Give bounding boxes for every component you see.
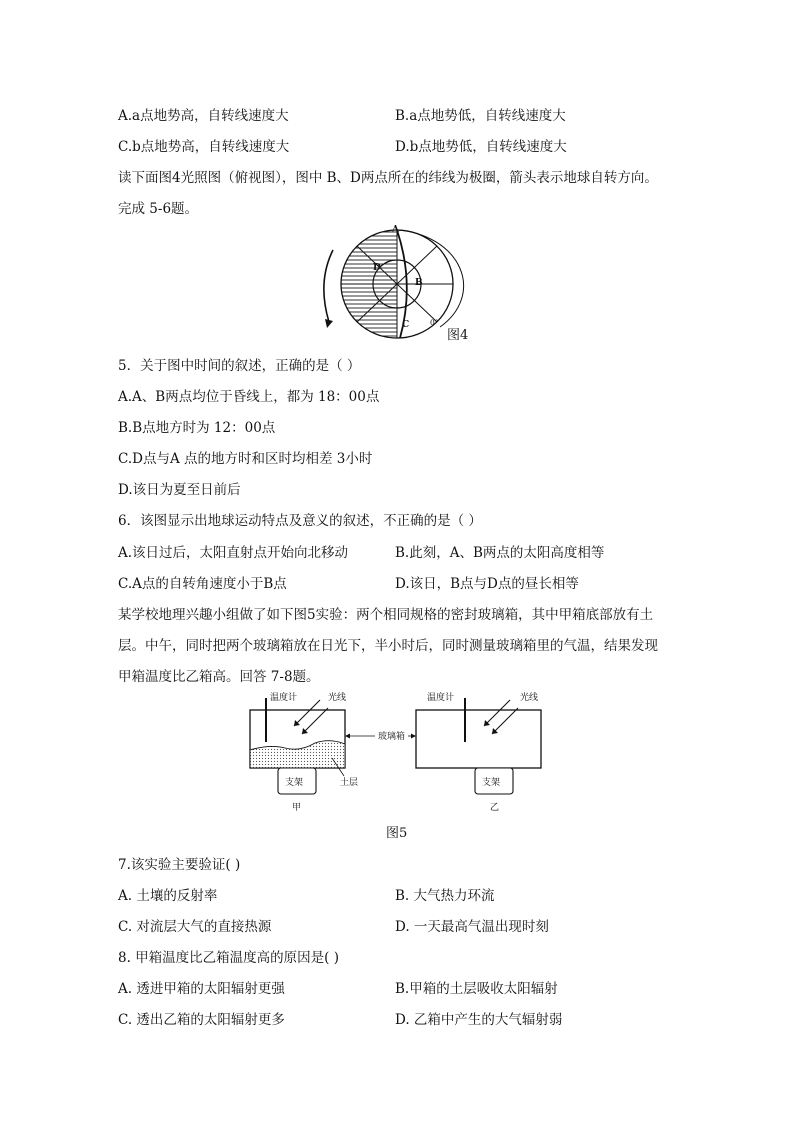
light-arrow-jia-2 <box>302 708 328 734</box>
q8-option-a: A. 透进甲箱的太阳辐射更强 <box>118 981 285 997</box>
q4-option-d: D.b点地势低，自转线速度大 <box>395 139 567 155</box>
q5-stem: 5．关于图中时间的叙述，正确的是（ ） <box>118 358 361 374</box>
stand-yi-label: 支架 <box>482 778 501 788</box>
q7-option-a: A. 土壤的反射率 <box>118 888 218 904</box>
light-arrow-yi-2 <box>492 708 518 734</box>
q6-option-c: C.A点的自转角速度小于B点 <box>118 576 287 592</box>
glass-box-arrowhead-right <box>411 734 416 739</box>
thermometer-yi-label: 温度计 <box>427 693 455 703</box>
light-arrow-yi-1 <box>484 700 510 726</box>
q6-option-d: D.该日，B点与D点的昼长相等 <box>395 576 579 592</box>
q6-option-b: B.此刻，A、B两点的太阳高度相等 <box>395 545 605 561</box>
q8-stem: 8. 甲箱温度比乙箱温度高的原因是( ) <box>118 950 339 966</box>
figure-4-caption: 图4 <box>447 328 469 343</box>
q5-option-a: A.A、B两点均位于昏线上，都为 18：00点 <box>118 389 380 405</box>
q5-option-b: B.B点地方时为 12：00点 <box>118 420 276 436</box>
intro-7-8-line2: 层。中午，同时把两个玻璃箱放在日光下，半小时后，同时测量玻璃箱里的气温，结果发现 <box>118 638 658 654</box>
fig4-label-d: D <box>373 263 381 273</box>
light-arrow-jia-1 <box>294 700 320 726</box>
glass-box-arrowhead-left <box>345 734 350 739</box>
thermometer-jia-label: 温度计 <box>270 693 298 703</box>
light-jia-label: 光线 <box>328 693 347 703</box>
glass-box-label: 玻璃箱 <box>378 732 406 742</box>
q7-stem: 7.该实验主要验证( ) <box>118 857 241 873</box>
fig4-label-0: 0° <box>430 318 439 327</box>
q7-option-b: B. 大气热力环流 <box>395 888 495 904</box>
q8-option-b: B.甲箱的土层吸收太阳辐射 <box>395 981 558 997</box>
intro-5-6-line2: 完成 5-6题。 <box>118 201 199 217</box>
intro-7-8-line3: 甲箱温度比乙箱高。回答 7-8题。 <box>118 669 320 685</box>
q8-option-d: D. 乙箱中产生的大气辐射弱 <box>395 1012 563 1028</box>
q5-option-c: C.D点与A 点的地方时和区时均相差 3小时 <box>118 451 373 467</box>
figure-5-experiment-diagram <box>240 688 560 818</box>
q7-option-d: D. 一天最高气温出现时刻 <box>395 919 549 935</box>
q4-option-c: C.b点地势高，自转线速度大 <box>118 139 290 155</box>
q4-option-b: B.a点地势低，自转线速度大 <box>395 108 566 124</box>
q6-stem: 6．该图显示出地球运动特点及意义的叙述，不正确的是（ ） <box>118 513 482 529</box>
box-yi-label: 乙 <box>490 803 500 813</box>
q5-option-d: D.该日为夏至日前后 <box>118 482 241 498</box>
rotation-arrow-head <box>325 319 333 328</box>
q6-option-a: A.该日过后，太阳直射点开始向北移动 <box>118 545 349 561</box>
intro-5-6-line1: 读下面图4光照图（俯视图），图中 B、D两点所在的纬线为极圈，箭头表示地球自转方向。 <box>118 170 658 186</box>
soil-label: 土层 <box>340 778 359 788</box>
q7-option-c: C. 对流层大气的直接热源 <box>118 919 272 935</box>
fig4-label-a: A <box>392 225 399 235</box>
intro-7-8-line1: 某学校地理兴趣小组做了如下图5实验：两个相同规格的密封玻璃箱，其中甲箱底部放有土 <box>118 607 654 623</box>
rotation-arrow-arc <box>324 250 333 322</box>
box-yi <box>416 710 541 768</box>
q8-option-c: C. 透出乙箱的太阳辐射更多 <box>118 1012 285 1028</box>
fig4-label-b: B <box>415 278 423 288</box>
box-jia-label: 甲 <box>292 803 302 813</box>
fig4-label-c: C <box>402 320 410 330</box>
q4-option-a: A.a点地势高，自转线速度大 <box>118 108 289 124</box>
stand-jia-label: 支架 <box>285 778 304 788</box>
figure-5-caption: 图5 <box>386 826 408 841</box>
light-yi-label: 光线 <box>520 693 539 703</box>
soil-layer <box>250 741 345 768</box>
